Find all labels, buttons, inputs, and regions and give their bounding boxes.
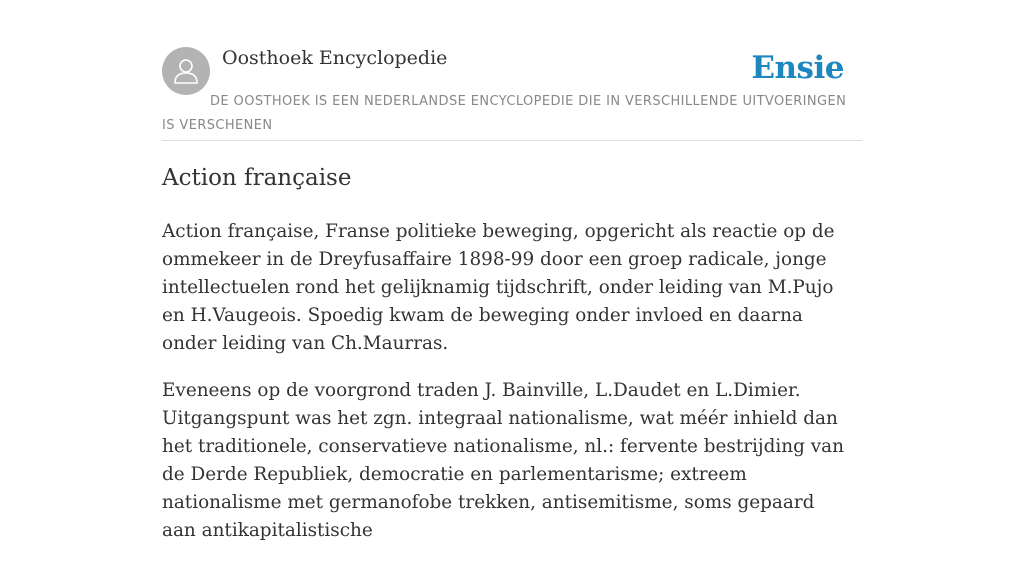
- source-avatar[interactable]: [162, 47, 210, 95]
- source-header: [162, 46, 862, 141]
- source-title[interactable]: Oosthoek Encyclopedie: [222, 47, 448, 69]
- source-subtitle: DE OOSTHOEK IS EEN NEDERLANDSE ENCYCLOPEDIE DIE IN VERSCHILLENDE UITVOERINGEN IS VERSCHENEN: [162, 94, 847, 133]
- user-icon: [171, 56, 201, 86]
- article-paragraph: Eveneens op de voorgrond traden J. Bainville, L.Daudet en L.Dimier. Uitgangspunt was het zgn. integraal nationalisme, wat méér inhield dan het traditionele, conservatieve nationalisme, nl.: fervente bestrijding van de Derde Republiek, democratie en parlementarisme; extreem nationalisme met germanofobe trekken, antisemitisme, soms gepaard aan antikapitalistische: [162, 380, 844, 541]
- article: [162, 160, 852, 564]
- article-title: Action française: [162, 165, 352, 191]
- ensie-logo[interactable]: Ensie: [751, 50, 844, 86]
- article-paragraph: Action française, Franse politieke beweging, opgericht als reactie op de ommekeer in de Dreyfusaffaire 1898-99 door een groep radicale, jonge intellectuelen rond het gelijknamig tijdschrift, onder leiding van M.Pujo en H.Vaugeois. Spoedig kwam de beweging onder invloed en daarna onder leiding van Ch.Maurras.: [162, 221, 835, 354]
